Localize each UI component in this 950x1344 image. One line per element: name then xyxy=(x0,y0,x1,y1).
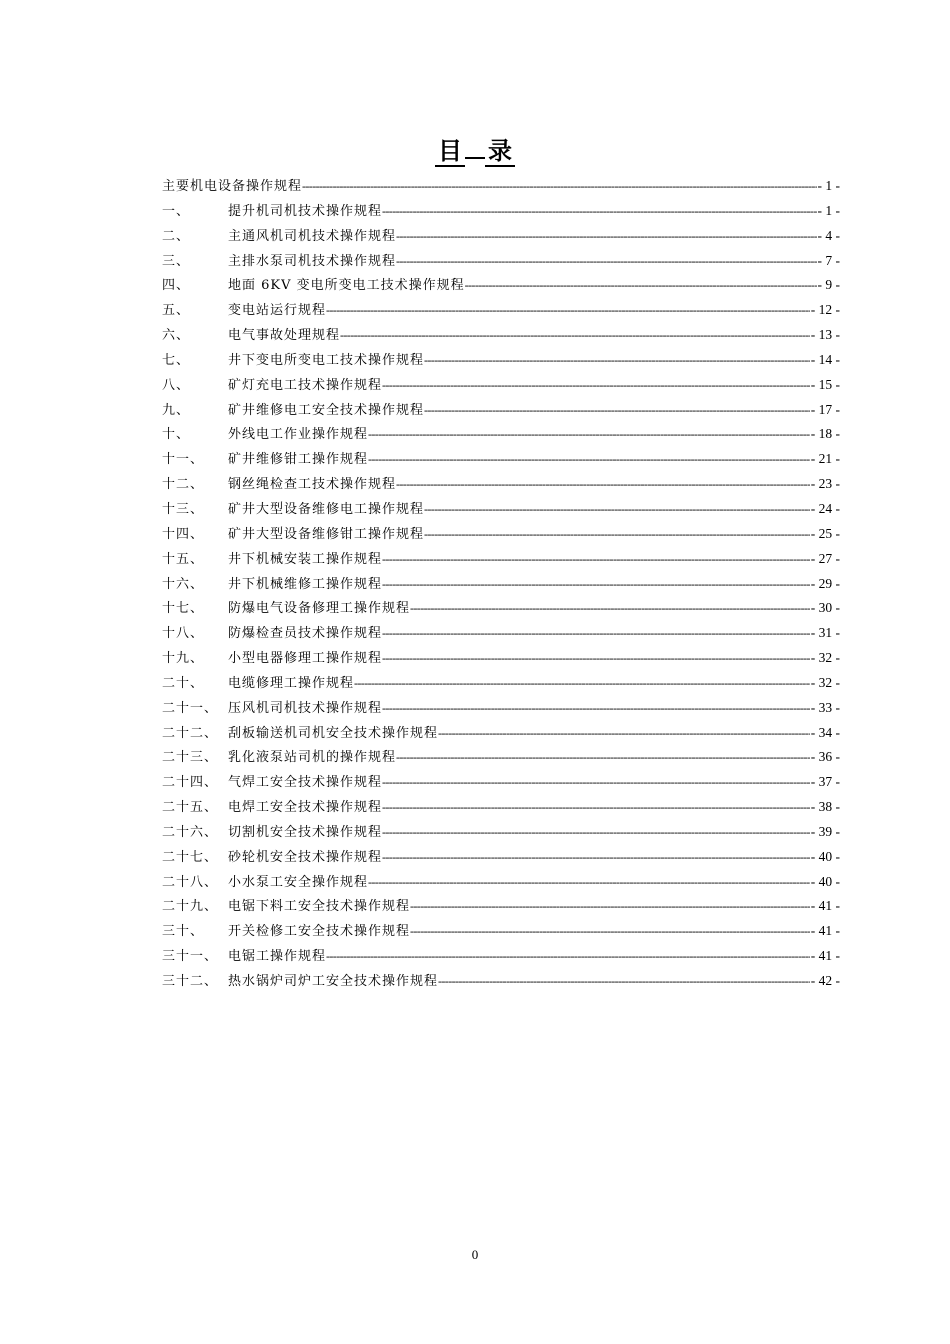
toc-entry-number: 三、 xyxy=(162,253,191,269)
toc-entry[interactable] xyxy=(162,423,840,448)
toc-entry-page: - 42 - xyxy=(810,973,840,988)
toc-entry-number: 十八、 xyxy=(162,626,205,642)
toc-entry-page: - 17 - xyxy=(810,401,840,417)
toc-entry[interactable] xyxy=(162,647,840,672)
toc-entry-page: - 9 - xyxy=(817,277,840,293)
toc-entry-title: 电锯工操作规程 xyxy=(228,949,327,965)
toc-dot-leader xyxy=(382,626,810,641)
toc-dot-leader xyxy=(438,974,810,989)
toc-entry-page: - 41 - xyxy=(810,948,840,964)
toc-entry-number: 十五、 xyxy=(162,551,205,567)
toc-entry-number: 三十一、 xyxy=(162,949,219,965)
toc-entry[interactable] xyxy=(162,498,840,523)
toc-entry-title: 小型电器修理工操作规程 xyxy=(228,651,383,667)
toc-entry-title: 井下机械维修工操作规程 xyxy=(228,576,383,592)
toc-dot-leader xyxy=(340,328,810,343)
toc-entry-number: 五、 xyxy=(162,303,191,319)
toc-entry-title: 切割机安全技术操作规程 xyxy=(228,824,383,840)
page-title xyxy=(0,133,950,169)
toc-entry-title: 变电站运行规程 xyxy=(228,303,327,319)
toc-entry-number: 二十八、 xyxy=(162,874,219,890)
toc-entry[interactable] xyxy=(162,548,840,573)
toc-dot-leader xyxy=(382,850,810,865)
toc-entry-title: 乳化液泵站司机的操作规程 xyxy=(228,750,397,766)
toc-dot-leader xyxy=(465,278,817,293)
toc-dot-leader xyxy=(326,949,810,964)
toc-entry-page: - 37 - xyxy=(810,774,840,790)
toc-entry-title: 矿灯充电工技术操作规程 xyxy=(228,377,383,393)
toc-entry-page: - 12 - xyxy=(810,302,840,318)
toc-dot-leader xyxy=(410,601,810,616)
toc-entry-page: - 38 - xyxy=(810,799,840,815)
toc-entry-page: - 1 - xyxy=(817,202,840,218)
toc-entry[interactable] xyxy=(162,399,840,424)
toc-entry-title: 电锯下料工安全技术操作规程 xyxy=(228,899,411,915)
toc-entry[interactable] xyxy=(162,746,840,771)
toc-entry-page: - 21 - xyxy=(810,451,840,467)
toc-entry-page: - 13 - xyxy=(810,327,840,343)
toc-dot-leader xyxy=(302,179,816,194)
toc-entry-title: 矿井维修钳工操作规程 xyxy=(228,452,369,468)
toc-entry-title: 防爆电气设备修理工操作规程 xyxy=(228,601,411,617)
toc-entry-number: 十一、 xyxy=(162,452,205,468)
toc-dot-leader xyxy=(382,825,810,840)
toc-entry-page: - 30 - xyxy=(810,600,840,616)
toc-entry-number: 十七、 xyxy=(162,601,205,617)
toc-dot-leader xyxy=(382,651,810,666)
toc-entry-title: 刮板输送机司机安全技术操作规程 xyxy=(228,725,439,741)
toc-entry[interactable] xyxy=(162,622,840,647)
toc-entry-page: - 34 - xyxy=(810,724,840,740)
toc-entry-page: - 33 - xyxy=(810,699,840,715)
toc-entry[interactable] xyxy=(162,473,840,498)
toc-entry-title: 井下机械安装工操作规程 xyxy=(228,551,383,567)
toc-entry[interactable] xyxy=(162,846,840,871)
toc-dot-leader xyxy=(396,254,816,269)
toc-entry[interactable] xyxy=(162,895,840,920)
toc-entry-page: - 31 - xyxy=(810,625,840,641)
toc-entry-number: 十六、 xyxy=(162,576,205,592)
toc-entry-title: 热水锅炉司炉工安全技术操作规程 xyxy=(228,974,439,989)
toc-dot-leader xyxy=(382,577,810,592)
page-number: 0 xyxy=(471,1247,479,1262)
toc-dot-leader xyxy=(424,527,810,542)
toc-entry[interactable] xyxy=(162,771,840,796)
toc-entry[interactable] xyxy=(162,374,840,399)
toc-entry[interactable] xyxy=(162,324,840,349)
toc-dot-leader xyxy=(368,427,810,442)
toc-entry-number: 二十、 xyxy=(162,675,205,691)
toc-entry-title: 矿井大型设备维修电工操作规程 xyxy=(228,501,425,517)
toc-entry-title: 提升机司机技术操作规程 xyxy=(228,203,383,219)
toc-dot-leader xyxy=(382,775,810,790)
toc-entry[interactable] xyxy=(162,274,840,299)
toc-entry[interactable] xyxy=(162,672,840,697)
toc-entry-page: - 41 - xyxy=(810,898,840,914)
toc-entry-title: 井下变电所变电工技术操作规程 xyxy=(228,352,425,368)
toc-entry-page: - 14 - xyxy=(810,351,840,367)
toc-entry-page: - 29 - xyxy=(810,575,840,591)
toc-entry-title: 地面 6KV 变电所变电工技术操作规程 xyxy=(228,278,465,294)
toc-entry-page: - 40 - xyxy=(810,848,840,864)
toc-dot-leader xyxy=(382,552,810,567)
toc-entry-number: 一、 xyxy=(162,203,191,219)
toc-entry-title: 砂轮机安全技术操作规程 xyxy=(228,849,383,865)
toc-entry-number: 四、 xyxy=(162,278,191,294)
toc-entry[interactable] xyxy=(162,349,840,374)
toc-entry-page: - 23 - xyxy=(810,476,840,492)
toc-entry[interactable] xyxy=(162,448,840,473)
toc-entry[interactable] xyxy=(162,250,840,275)
toc-entry-title: 矿井维修电工安全技术操作规程 xyxy=(228,402,425,418)
title-char-2: 录 xyxy=(485,137,515,167)
toc-dot-leader xyxy=(396,750,810,765)
toc-entry-page: - 32 - xyxy=(810,674,840,690)
toc-entry-number: 八、 xyxy=(162,377,191,393)
toc-entry-title: 主通风机司机技术操作规程 xyxy=(228,228,397,244)
toc-entry[interactable] xyxy=(162,722,840,747)
toc-dot-leader xyxy=(326,303,810,318)
toc-entry[interactable] xyxy=(162,871,840,896)
toc-entry[interactable] xyxy=(162,796,840,821)
toc-entry-page: - 4 - xyxy=(817,227,840,243)
toc-entry[interactable] xyxy=(162,697,840,722)
toc-dot-leader xyxy=(424,502,810,517)
toc-entry-number: 九、 xyxy=(162,402,191,418)
toc-entry-number: 二十二、 xyxy=(162,725,219,741)
toc-entry-title: 防爆检查员技术操作规程 xyxy=(228,626,383,642)
toc-entry-number: 十二、 xyxy=(162,477,205,493)
toc-entry-page: - 18 - xyxy=(810,426,840,442)
toc-entry-page: - 24 - xyxy=(810,500,840,516)
toc-entry-page: - 39 - xyxy=(810,823,840,839)
table-of-contents xyxy=(162,175,840,995)
toc-entry[interactable] xyxy=(162,945,840,970)
toc-entry-title: 外线电工作业操作规程 xyxy=(228,427,369,443)
toc-dot-leader xyxy=(438,726,810,741)
toc-entry-number: 七、 xyxy=(162,352,191,368)
toc-entry-page: - 40 - xyxy=(810,873,840,889)
toc-entry-page: - 25 - xyxy=(810,525,840,541)
toc-entry-number: 二十九、 xyxy=(162,899,219,915)
toc-entry[interactable] xyxy=(162,523,840,548)
toc-entry-number: 六、 xyxy=(162,328,191,344)
toc-dot-leader xyxy=(354,676,810,691)
toc-dot-leader xyxy=(382,204,816,219)
toc-entry[interactable] xyxy=(162,225,840,250)
toc-dot-leader xyxy=(396,229,816,244)
toc-entry[interactable] xyxy=(162,970,840,995)
toc-dot-leader xyxy=(382,800,810,815)
title-char-1: 目 xyxy=(435,137,465,167)
toc-entry[interactable] xyxy=(162,821,840,846)
toc-entry[interactable] xyxy=(162,920,840,945)
toc-dot-leader xyxy=(410,899,810,914)
toc-entry-title: 小水泵工安全操作规程 xyxy=(228,874,369,890)
toc-entry[interactable] xyxy=(162,200,840,225)
toc-entry-title: 开关检修工安全技术操作规程 xyxy=(228,924,411,940)
toc-entry-number: 二十一、 xyxy=(162,700,219,716)
toc-entry-number: 二十五、 xyxy=(162,800,219,816)
toc-entry-number: 十九、 xyxy=(162,651,205,667)
toc-dot-leader xyxy=(424,403,810,418)
toc-dot-leader xyxy=(396,477,810,492)
toc-entry-title: 气焊工安全技术操作规程 xyxy=(228,775,383,791)
toc-entry-page: - 32 - xyxy=(810,650,840,666)
toc-entry-number: 三十、 xyxy=(162,924,205,940)
toc-entry-title: 压风机司机技术操作规程 xyxy=(228,700,383,716)
toc-entry-page: - 27 - xyxy=(810,550,840,566)
toc-entry-number: 二、 xyxy=(162,228,191,244)
toc-entry-title: 矿井大型设备维修钳工操作规程 xyxy=(228,526,425,542)
toc-entry-number: 十、 xyxy=(162,427,191,443)
toc-entry-number: 十三、 xyxy=(162,501,205,517)
toc-dot-leader xyxy=(424,353,810,368)
toc-entry-number: 二十七、 xyxy=(162,849,219,865)
toc-entry-title: 电缆修理工操作规程 xyxy=(228,675,355,691)
toc-entry[interactable] xyxy=(162,175,840,200)
toc-entry-page: - 36 - xyxy=(810,749,840,765)
toc-entry-number: 十四、 xyxy=(162,526,205,542)
toc-entry-number: 二十四、 xyxy=(162,775,219,791)
toc-entry-title: 主排水泵司机技术操作规程 xyxy=(228,253,397,269)
toc-entry-title: 钢丝绳检查工技术操作规程 xyxy=(228,477,397,493)
toc-dot-leader xyxy=(410,924,810,939)
toc-entry-page: - 1 - xyxy=(817,178,840,193)
toc-entry-number: 三十二、 xyxy=(162,974,219,989)
toc-entry[interactable] xyxy=(162,573,840,598)
toc-entry-page: - 41 - xyxy=(810,923,840,939)
toc-entry-number: 二十三、 xyxy=(162,750,219,766)
toc-entry-title: 电气事故处理规程 xyxy=(228,328,341,344)
toc-entry-title: 电焊工安全技术操作规程 xyxy=(228,800,383,816)
toc-entry-page: - 7 - xyxy=(817,252,840,268)
toc-entry-page: - 15 - xyxy=(810,376,840,392)
toc-dot-leader xyxy=(368,875,810,890)
toc-entry[interactable] xyxy=(162,597,840,622)
toc-dot-leader xyxy=(382,701,810,716)
toc-dot-leader xyxy=(382,378,810,393)
toc-entry-number: 二十六、 xyxy=(162,824,219,840)
toc-dot-leader xyxy=(368,452,810,467)
toc-entry-title: 主要机电设备操作规程 xyxy=(162,179,303,194)
toc-entry[interactable] xyxy=(162,299,840,324)
